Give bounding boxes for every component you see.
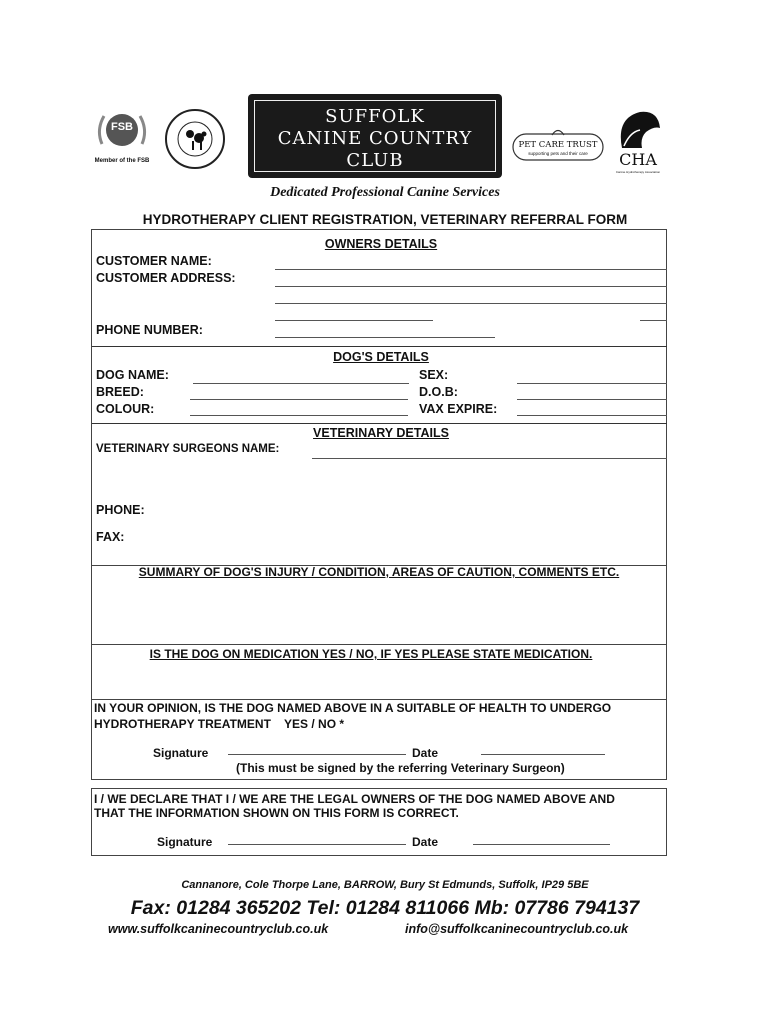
declaration-line1: I / WE DECLARE THAT I / WE ARE THE LEGAL OWNERS OF THE DOG NAMED ABOVE AND (94, 792, 615, 806)
opinion-date-label: Date (412, 746, 439, 760)
vet-header: VETERINARY DETAILS (313, 426, 449, 440)
phone-number-field[interactable] (275, 337, 495, 338)
declaration-date-label: Date (412, 835, 439, 849)
customer-name-field[interactable] (275, 269, 667, 270)
opinion-line1: IN YOUR OPINION, IS THE DOG NAMED ABOVE IN A SUITABLE OF HEALTH TO UNDERGO (94, 701, 612, 715)
sex-label: SEX: (419, 368, 449, 382)
declaration-signature-label: Signature (157, 835, 213, 849)
opinion-signature-label: Signature (153, 746, 209, 760)
dog-name-field[interactable] (193, 383, 409, 384)
poodle-seal-icon (164, 108, 226, 170)
tagline: Dedicated Professional Canine Services (270, 185, 500, 200)
dob-field[interactable] (517, 399, 667, 400)
opinion-note: (This must be signed by the referring Veterinary Surgeon) (236, 761, 565, 775)
declaration-line2: THAT THE INFORMATION SHOWN ON THIS FORM IS CORRECT. (94, 806, 459, 820)
breed-field[interactable] (190, 399, 408, 400)
dog-header: DOG'S DETAILS (333, 350, 429, 364)
form-title: HYDROTHERAPY CLIENT REGISTRATION, VETERINARY REFERRAL FORM (142, 212, 628, 227)
cha-sub: Canine Hydrotherapy Association (615, 170, 661, 174)
fsb-caption: Member of the FSB (94, 158, 150, 164)
fsb-text: FSB (111, 121, 133, 133)
customer-address-field-2[interactable] (275, 303, 667, 304)
dog-head-icon (614, 108, 662, 152)
footer-website[interactable]: www.suffolkcaninecountryclub.co.uk (108, 922, 329, 936)
club-logo-line3: CLUB (346, 150, 404, 171)
vet-phone-label: PHONE: (96, 503, 145, 517)
customer-name-label: CUSTOMER NAME: (96, 254, 212, 268)
opinion-signature-field[interactable] (228, 754, 406, 755)
colour-label: COLOUR: (96, 402, 155, 416)
vet-surgeon-label: VETERINARY SURGEONS NAME: (96, 443, 280, 455)
vax-expire-field[interactable] (517, 415, 667, 416)
cha-logo (614, 108, 662, 174)
club-logo (248, 94, 502, 178)
pet-care-trust-sub: supporting pets and their care (528, 151, 588, 156)
declaration-signature-field[interactable] (228, 844, 406, 845)
phone-number-label: PHONE NUMBER: (96, 323, 203, 337)
club-logo-line2: CANINE COUNTRY (277, 128, 473, 149)
footer-address: Cannanore, Cole Thorpe Lane, BARROW, Bury St Edmunds, Suffolk, IP29 5BE (181, 879, 589, 891)
footer-contacts: Fax: 01284 365202 Tel: 01284 811066 Mb: 07786 794137 (130, 897, 640, 919)
summary-header: SUMMARY OF DOG'S INJURY / CONDITION, AREAS OF CAUTION, COMMENTS ETC. (138, 565, 620, 579)
customer-address-field-3[interactable] (275, 320, 433, 321)
club-logo-line1: SUFFOLK (325, 106, 425, 127)
customer-address-label: CUSTOMER ADDRESS: (96, 271, 236, 285)
customer-address-field-1[interactable] (275, 286, 667, 287)
vet-surgeon-field[interactable] (312, 458, 667, 459)
colour-field[interactable] (190, 415, 408, 416)
bdga-logo (164, 108, 226, 170)
dog-name-label: DOG NAME: (96, 368, 169, 382)
medication-header: IS THE DOG ON MEDICATION YES / NO, IF YES PLEASE STATE MEDICATION. (149, 647, 593, 661)
vet-fax-label: FAX: (96, 530, 125, 544)
declaration-date-field[interactable] (473, 844, 610, 845)
opinion-date-field[interactable] (481, 754, 605, 755)
fsb-logo (92, 104, 152, 168)
breed-label: BREED: (96, 385, 144, 399)
postcode-field[interactable] (640, 320, 667, 321)
dob-label: D.O.B: (419, 385, 458, 399)
footer-email[interactable]: info@suffolkcaninecountryclub.co.uk (405, 922, 629, 936)
opinion-line2: HYDROTHERAPY TREATMENT YES / NO * (94, 717, 345, 731)
vax-expire-label: VAX EXPIRE: (419, 402, 498, 416)
cha-text: CHA (619, 150, 657, 169)
owners-header: OWNERS DETAILS (324, 237, 438, 251)
sex-field[interactable] (517, 383, 667, 384)
pet-care-trust-logo (512, 126, 604, 162)
pet-care-trust-text: PET CARE TRUST (518, 140, 598, 150)
